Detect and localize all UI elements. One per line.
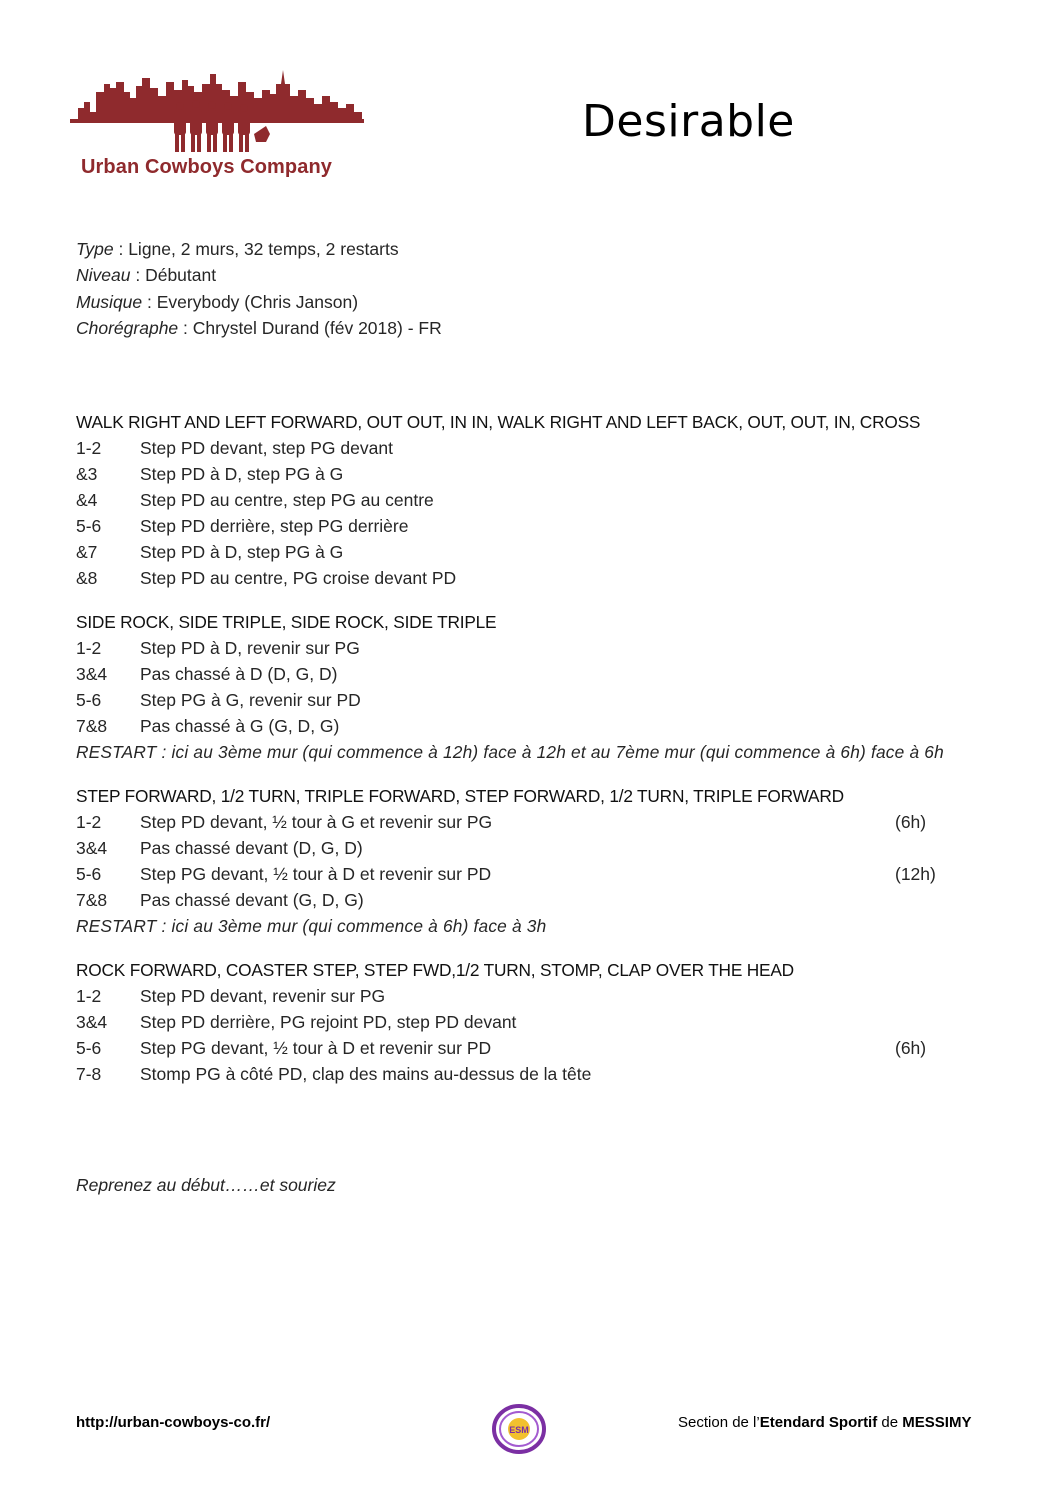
step-count: &3 [76,464,98,484]
club-mid: de [877,1414,903,1431]
step-row [76,461,1016,487]
step-count: 5-6 [76,690,102,710]
step-row [76,887,1016,913]
step-orientation: (6h) [895,812,927,832]
step-row [76,835,1016,861]
club-prefix: Section de l’ [678,1414,760,1431]
restart-note: RESTART : ici au 3ème mur (qui commence à 12h) face à 12h et au 7ème mur (qui commence à 6h) face à 6h [76,742,944,762]
step-orientation: (6h) [895,1038,927,1058]
step-count: 1-2 [76,812,102,832]
step-count: 7&8 [76,890,108,910]
step-section-3 [76,783,1016,939]
step-count: &7 [76,542,98,562]
step-count: 1-2 [76,638,102,658]
step-count: 5-6 [76,1038,102,1058]
step-description: Step PG à G, revenir sur PD [140,690,361,710]
esm-badge [491,1403,547,1455]
section-title: WALK RIGHT AND LEFT FORWARD, OUT OUT, IN IN, WALK RIGHT AND LEFT BACK, OUT, OUT, IN, CROSS [76,412,921,432]
step-description: Step PD au centre, step PG au centre [140,490,434,510]
step-row [76,687,1016,713]
step-row [76,487,1016,513]
info-choreographer-label: Chorégraphe [76,317,179,338]
step-count: 7-8 [76,1064,102,1084]
esm-logo-icon [491,1403,547,1455]
step-row [76,861,1016,887]
closing-note: Reprenez au début……et souriez [76,1175,336,1195]
step-section-1 [76,409,1016,591]
info-type-value: : Ligne, 2 murs, 32 temps, 2 restarts [113,239,399,259]
info-music [76,289,442,315]
step-description: Step PD à D, revenir sur PG [140,638,360,658]
step-description: Step PD devant, step PG devant [140,438,393,458]
step-description: Step PG devant, ½ tour à D et revenir sur PD [140,864,492,884]
step-description: Step PD derrière, PG rejoint PD, step PD devant [140,1012,517,1032]
logo-text: Urban Cowboys Company [81,156,333,178]
info-choreographer-value: : Chrystel Durand (fév 2018) - FR [178,317,442,338]
step-row [76,809,1016,835]
club-section [678,1414,971,1431]
info-level-label: Niveau [76,265,131,286]
step-row [76,713,1016,739]
step-description: Pas chassé à D (D, G, D) [140,664,338,684]
step-description: Step PD à D, step PG à G [140,542,344,562]
step-description: Step PD derrière, step PG derrière [140,516,409,536]
club-name: Etendard Sportif [759,1414,878,1431]
step-section-4 [76,957,1016,1087]
step-row [76,1035,1016,1061]
city-skyline-icon [70,68,364,154]
info-type [76,236,442,262]
step-description: Step PD au centre, PG croise devant PD [140,568,457,588]
website-link[interactable]: http://urban-cowboys-co.fr/ [76,1414,271,1431]
step-description: Pas chassé devant (D, G, D) [140,838,363,858]
dance-info [76,236,442,341]
step-count: 1-2 [76,986,102,1006]
step-count: &8 [76,568,98,588]
step-count: 7&8 [76,716,108,736]
step-count: 5-6 [76,516,102,536]
step-description: Pas chassé à G (G, D, G) [140,716,340,736]
step-description: Stomp PG à côté PD, clap des mains au-dessus de la tête [140,1064,592,1084]
section-title: ROCK FORWARD, COASTER STEP, STEP FWD,1/2 TURN, STOMP, CLAP OVER THE HEAD [76,960,794,980]
step-row [76,435,1016,461]
step-description: Step PD devant, revenir sur PG [140,986,386,1006]
step-row [76,513,1016,539]
step-description: Step PD devant, ½ tour à G et revenir sur PG [140,812,493,832]
step-orientation: (12h) [895,864,936,884]
company-logo [70,68,364,188]
restart-note: RESTART : ici au 3ème mur (qui commence à 6h) face à 3h [76,916,547,936]
info-type-label: Type [76,239,114,259]
step-count: 1-2 [76,438,102,458]
club-town: MESSIMY [902,1414,972,1431]
section-title: SIDE ROCK, SIDE TRIPLE, SIDE ROCK, SIDE TRIPLE [76,612,497,632]
step-row [76,1061,1016,1087]
step-row [76,565,1016,591]
step-count: 5-6 [76,864,102,884]
step-count: 3&4 [76,664,108,684]
esm-badge-text: ESM [509,1425,529,1435]
step-row [76,1009,1016,1035]
section-title: STEP FORWARD, 1/2 TURN, TRIPLE FORWARD, STEP FORWARD, 1/2 TURN, TRIPLE FORWARD [76,786,844,806]
step-count: 3&4 [76,838,108,858]
info-music-value: : Everybody (Chris Janson) [142,291,359,312]
step-description: Step PG devant, ½ tour à D et revenir sur PD [140,1038,492,1058]
step-count: &4 [76,490,98,510]
step-row [76,635,1016,661]
page-title: Desirable [582,96,795,147]
step-description: Step PD à D, step PG à G [140,464,344,484]
info-level-value: : Débutant [130,265,217,286]
step-section-2 [76,609,1016,765]
step-count: 3&4 [76,1012,108,1032]
step-description: Pas chassé devant (G, D, G) [140,890,364,910]
info-music-label: Musique [76,291,143,312]
info-choreographer [76,315,442,341]
info-level [76,262,442,288]
step-row [76,661,1016,687]
step-row [76,983,1016,1009]
step-row [76,539,1016,565]
